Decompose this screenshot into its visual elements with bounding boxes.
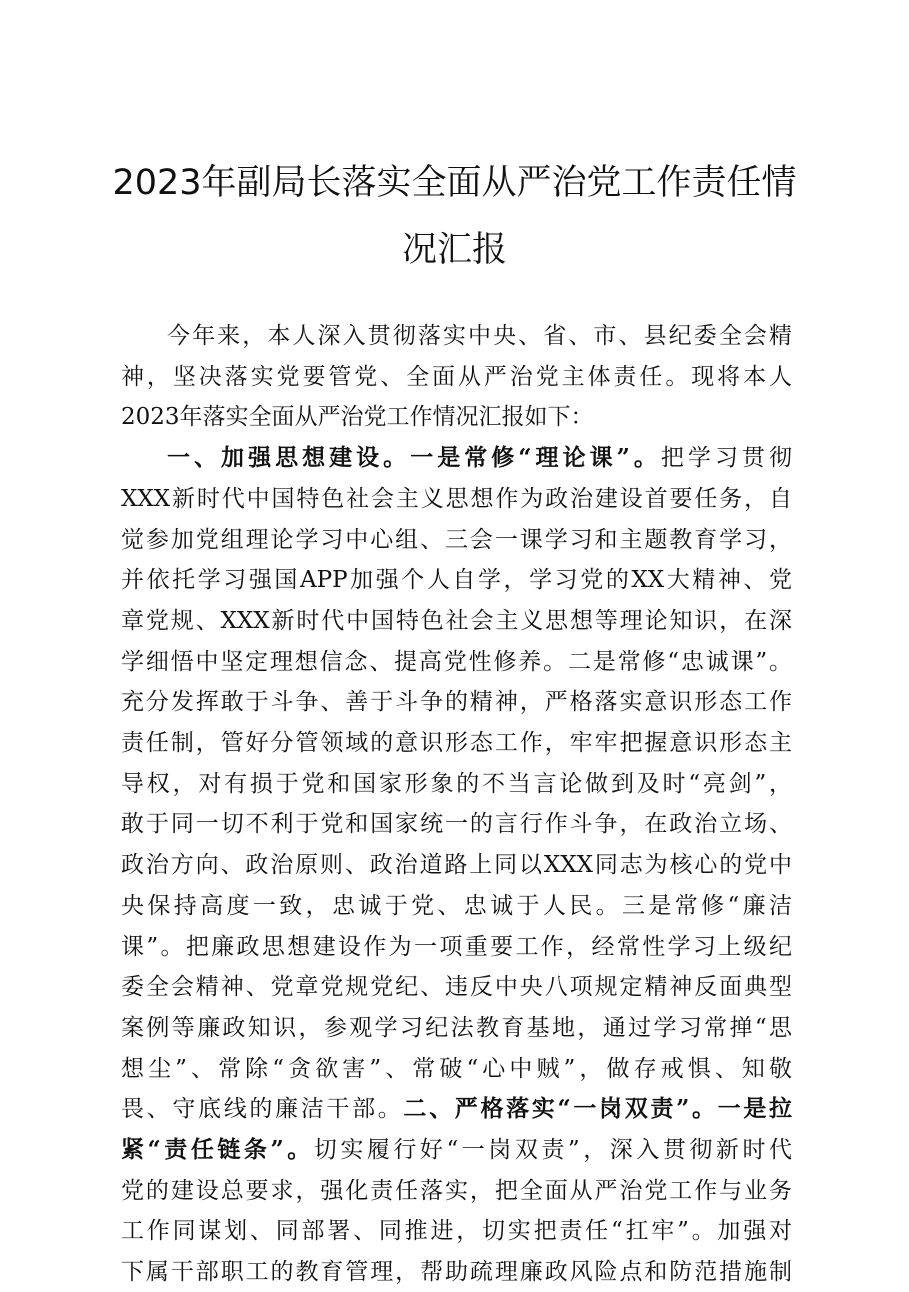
document-title-line-2: 况汇报: [401, 230, 507, 270]
body-text-segment: 责任制，管好分管领域的意识形态工作，牢牢把握意识形态主: [121, 730, 792, 756]
body-text-segment: 把学习贯彻: [660, 445, 792, 472]
body-text-line: [121, 682, 792, 722]
body-text-line: [121, 886, 792, 926]
body-text-segment: 敢于同一切不利于党和国家统一的言行作斗争，在政治立场、: [121, 811, 792, 838]
body-text-line: [121, 520, 792, 560]
body-text-line: [121, 967, 792, 1007]
body-text-line: [121, 723, 792, 763]
body-text-line: [121, 601, 792, 641]
body-text-segment: 畏、守底线的廉洁干部。: [121, 1096, 404, 1123]
body-text-segment: 案例等廉政知识，参观学习纪法教育基地，通过学习常掸“思: [121, 1014, 792, 1041]
bold-heading-text: 紧“责任链条”。: [121, 1136, 314, 1163]
document-title-line-1: 2023年副局长落实全面从严治党工作责任情: [112, 163, 797, 203]
body-text-segment: 下属干部职工的教育管理，帮助疏理廉政风险点和防范措施制: [121, 1259, 792, 1286]
body-text-line: [121, 1089, 792, 1129]
body-text-line: [121, 1252, 792, 1292]
body-text-line: [121, 357, 792, 397]
body-text-line: [121, 642, 792, 682]
body-text-line: [121, 316, 792, 356]
body-text-line: [121, 927, 792, 967]
body-text-segment: 央保持高度一致，忠诚于党、忠诚于人民。三是常修“廉洁: [121, 892, 792, 919]
body-text-segment: 充分发挥敢于斗争、善于斗争的精神，严格落实意识形态工作: [121, 689, 792, 716]
body-text-segment: 工作同谋划、同部署、同推进，切实把责任“扛牢”。加强对: [121, 1218, 792, 1245]
body-text-line: [121, 397, 792, 437]
body-text-segment: 章党规、XXX新时代中国特色社会主义思想等理论知识，在深: [121, 607, 792, 634]
body-text-segment: 并依托学习强国APP加强个人自学，学习党的XX大精神、党: [121, 567, 792, 594]
body-text-line: [121, 1008, 792, 1048]
body-text-line: [121, 438, 792, 478]
body-text-line: [121, 1171, 792, 1211]
body-text-segment: 政治方向、政治原则、政治道路上同以XXX同志为核心的党中: [121, 852, 792, 879]
body-text-segment: 觉参加党组理论学习中心组、三会一课学习和主题教育学习，: [121, 526, 792, 553]
body-text-line: [121, 1211, 792, 1251]
bold-heading-text: 一、加强思想建设。一是常修“理论课”。: [167, 444, 661, 472]
body-text-segment: 神，坚决落实党要管党、全面从严治党主体责任。现将本人: [121, 363, 792, 390]
body-text-line: [121, 560, 792, 600]
body-text-line: [121, 1130, 792, 1170]
body-text-segment: 学细悟中坚定理想信念、提高党性修养。二是常修“忠诚课”。: [121, 648, 792, 675]
body-text-segment: 课”。把廉政思想建设作为一项重要工作，经常性学习上级纪: [121, 933, 792, 960]
body-text-segment: 今年来，本人深入贯彻落实中央、省、市、县纪委全会精: [167, 323, 792, 349]
body-text-line: [121, 479, 792, 519]
body-text-line: [121, 804, 792, 844]
body-text-segment: 想尘”、常除“贪欲害”、常破“心中贼”，做存戒惧、知敬: [121, 1055, 792, 1082]
bold-heading-text: 二、严格落实“一岗双责”。一是拉: [403, 1095, 792, 1123]
body-text-line: [121, 845, 792, 885]
body-text-segment: 党的建设总要求，强化责任落实，把全面从严治党工作与业务: [121, 1177, 792, 1204]
body-text-line: [121, 764, 792, 804]
body-text-line: [121, 1049, 792, 1089]
body-text-segment: 2023年落实全面从严治党工作情况汇报如下：: [121, 404, 594, 431]
body-text-segment: 切实履行好“一岗双责”，深入贯彻新时代: [313, 1137, 792, 1163]
body-text-segment: 导权，对有损于党和国家形象的不当言论做到及时“亮剑”，: [121, 770, 792, 797]
body-text-segment: 委全会精神、党章党规党纪、违反中央八项规定精神反面典型: [121, 974, 792, 1001]
body-text-segment: XXX新时代中国特色社会主义思想作为政治建设首要任务，自: [121, 485, 792, 512]
